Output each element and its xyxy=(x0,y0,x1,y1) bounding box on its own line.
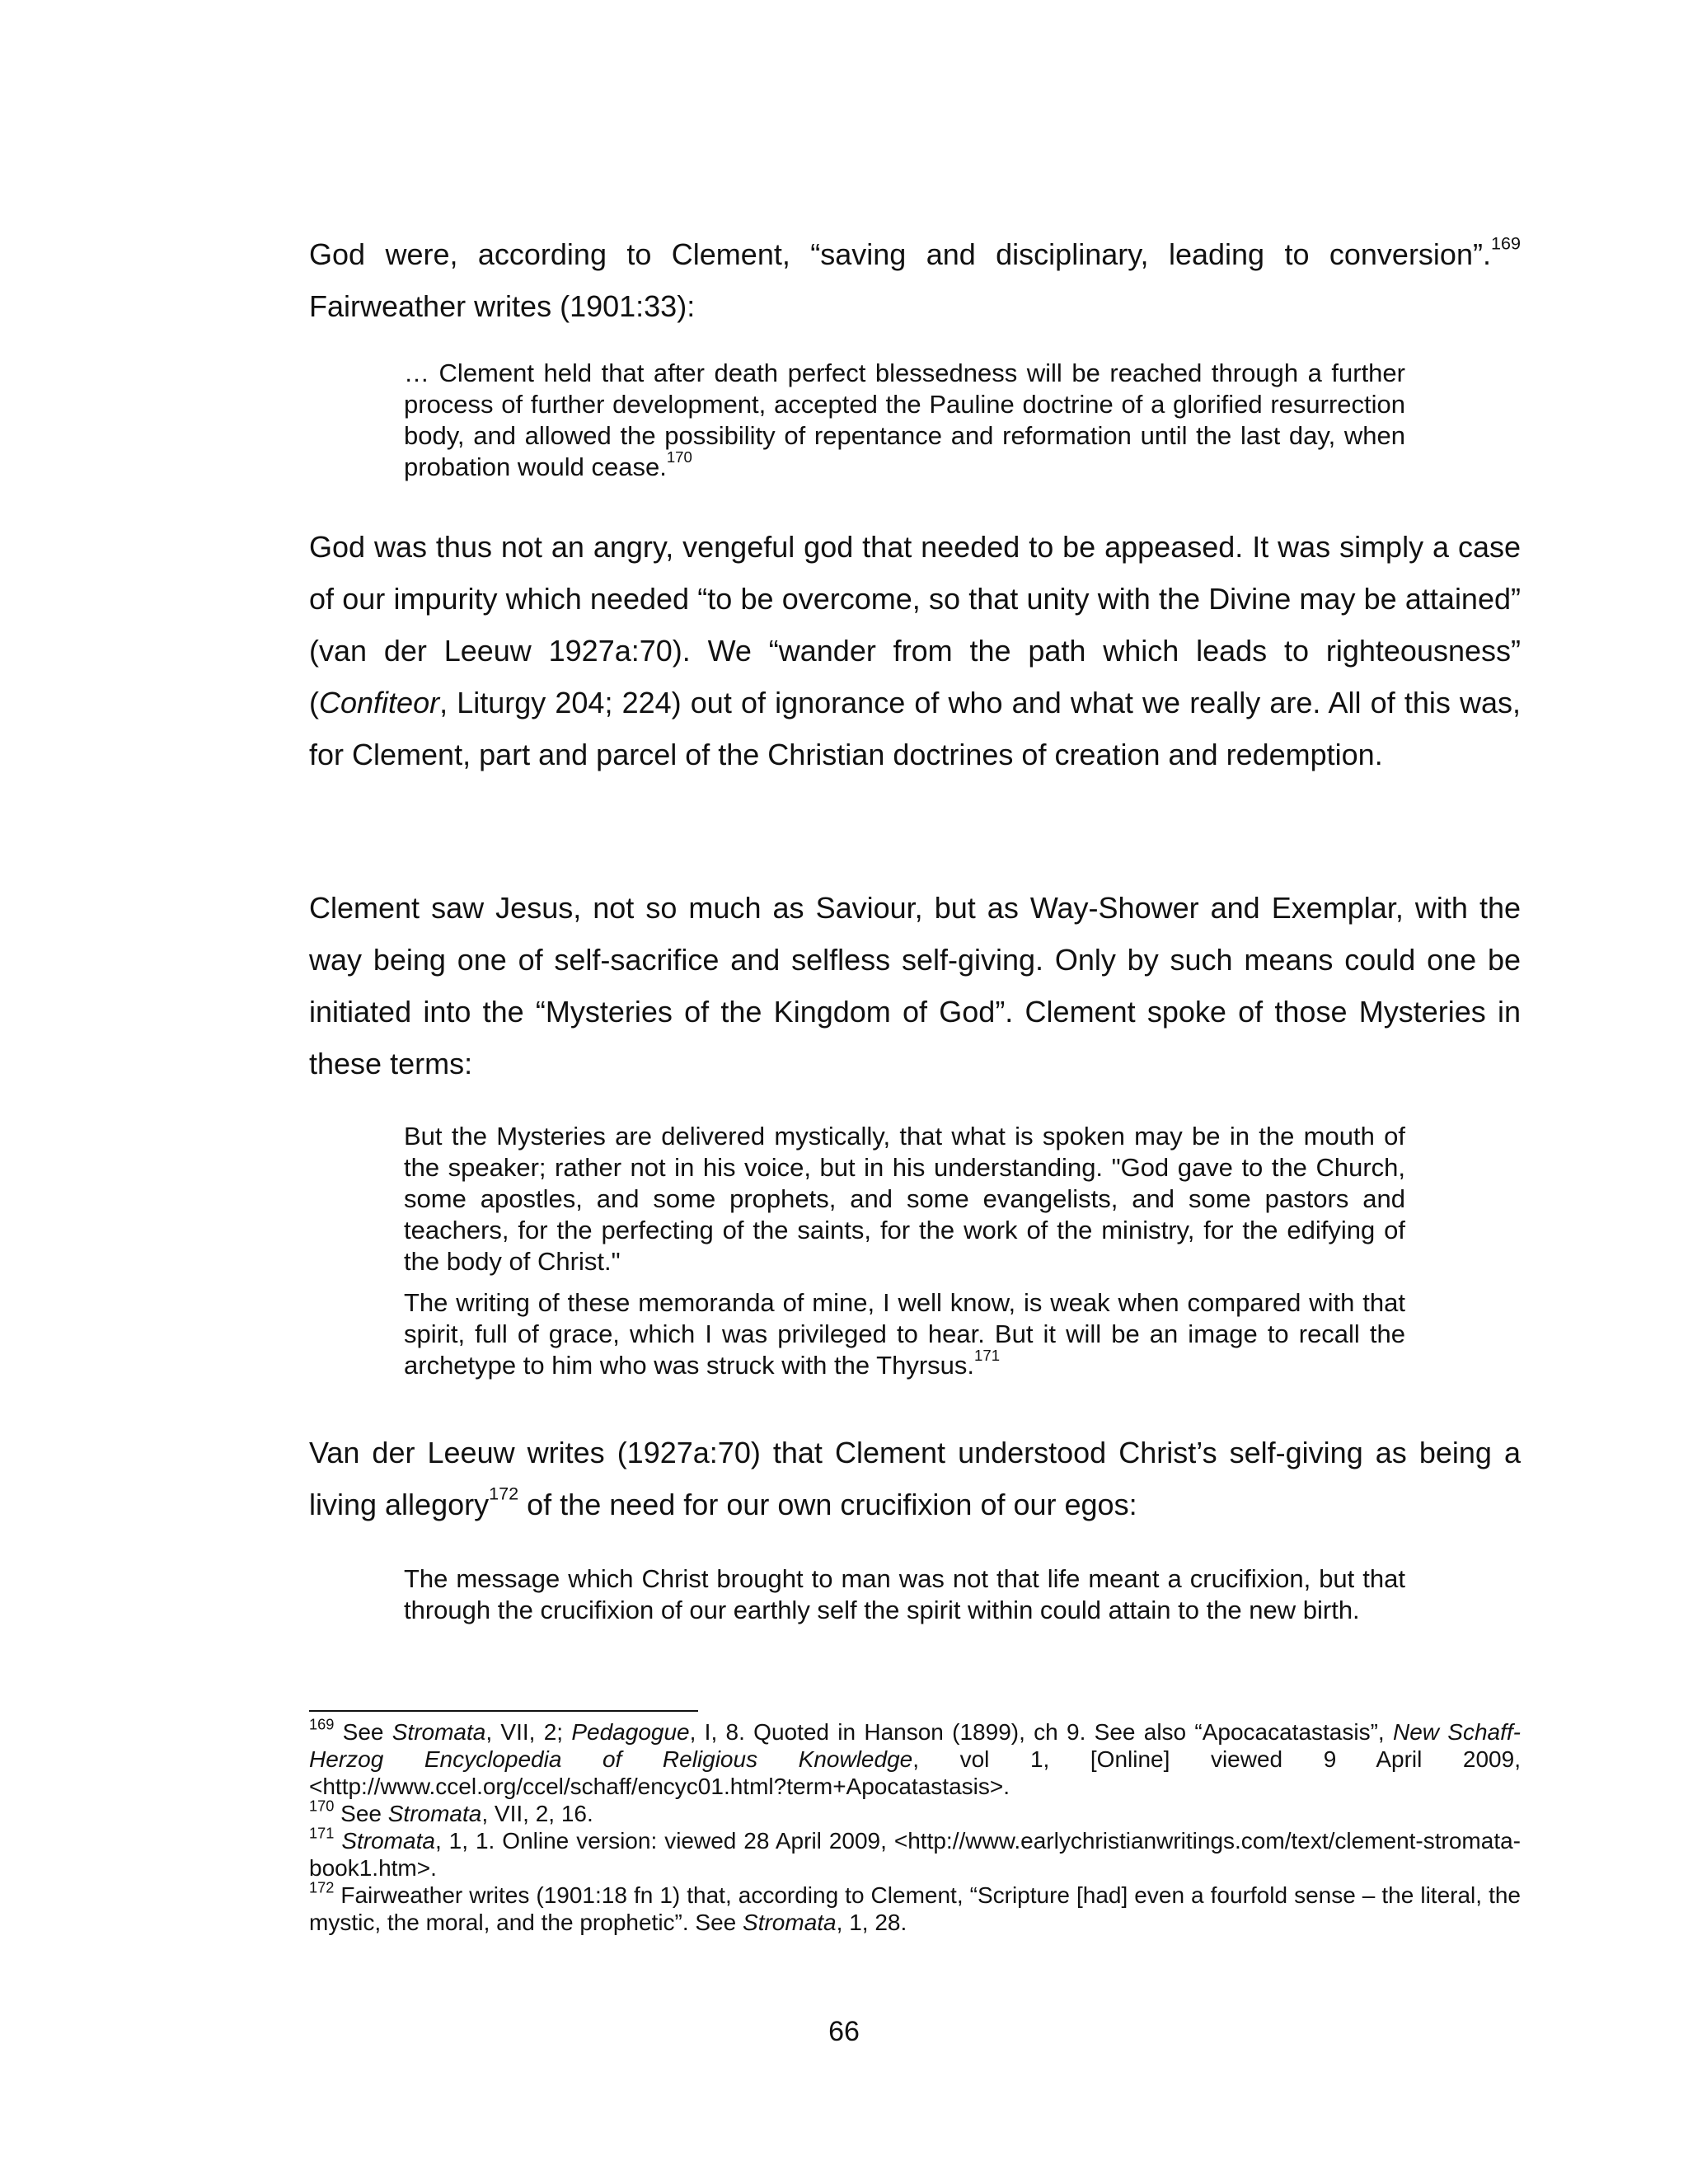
footnote-text: See xyxy=(334,1801,388,1826)
body-paragraph-2 xyxy=(309,521,1521,780)
footnote-text: , VII, 2, 16. xyxy=(481,1801,593,1826)
footnote-italic: Stromata xyxy=(743,1910,837,1935)
footnote-text: , I, 8. Quoted in Hanson (1899), ch 9. See also “Apocacatastasis”, xyxy=(689,1719,1393,1745)
paragraph-text: of the need for our own crucifixion of our egos: xyxy=(518,1488,1137,1521)
quote-text: … Clement held that after death perfect blessedness will be reached through a further process of further development, accepted the Pauline doctrine of a glorified resurrection body, and allowed the possibility of repentance and reformation until the last day, when probation would cease. xyxy=(404,359,1405,481)
footnote-170 xyxy=(309,1797,1521,1827)
block-quote-2 xyxy=(404,1121,1405,1381)
footnote-text: , VII, 2; xyxy=(485,1719,572,1745)
footnote-169 xyxy=(309,1718,1521,1800)
footnote-text: See xyxy=(334,1719,392,1745)
footnote-172 xyxy=(309,1879,1521,1936)
footnote-number: 171 xyxy=(309,1825,335,1842)
quote-paragraph xyxy=(404,1121,1405,1277)
footnote-number: 170 xyxy=(309,1797,335,1815)
footnote-text: , 1, 28. xyxy=(836,1910,907,1935)
quote-text: The writing of these memoranda of mine, I well know, is weak when compared with that spirit, full of grace, which I was privileged to hear. But it will be an image to recall the archetype to him who was struck with the Thyrsus. xyxy=(404,1288,1405,1380)
footnote-171 xyxy=(309,1827,1521,1882)
page-number: 66 xyxy=(828,2016,860,2047)
italic-title: Confiteor xyxy=(319,686,440,719)
footnote-separator xyxy=(309,1710,698,1712)
footnote-italic: New Schaff-Herzog Encyclopedia of Religious Knowledge xyxy=(309,1719,1521,1772)
paragraph-text: Van der Leeuw writes (1927a:70) that Clement understood Christ’s self-giving as being a living allegory xyxy=(309,1436,1521,1521)
paragraph-text: Clement saw Jesus, not so much as Saviour, but as Way-Shower and Exemplar, with the way being one of self-sacrifice and selfless self-giving. Only by such means could one be initiated into the “Mysteries of the Kingdom of God”. Clement spoke of those Mysteries in these terms: xyxy=(309,891,1521,1080)
block-quote-3 xyxy=(404,1563,1405,1626)
body-paragraph-3 xyxy=(309,882,1521,1090)
footnote-reference-172[interactable]: 172 xyxy=(489,1483,519,1504)
footnote-number: 169 xyxy=(309,1716,335,1733)
quote-text: But the Mysteries are delivered mystically, that what is spoken may be in the mouth of the speaker; rather not in his voice, but in his understanding. "God gave to the Church, some apostles, and some prophets, and some evangelists, and some pastors and teachers, for the perfecting of the saints, for the work of the ministry, for the edifying of the body of Christ." xyxy=(404,1122,1405,1276)
footnote-italic: Stromata xyxy=(392,1719,486,1745)
quote-text: The message which Christ brought to man was not that life meant a crucifixion, but that through the crucifixion of our earthly self the spirit within could attain to the new birth. xyxy=(404,1564,1405,1624)
body-paragraph-1 xyxy=(309,228,1521,332)
paragraph-text: God was thus not an angry, vengeful god that needed to be appeased. It was simply a case of our impurity which needed “to be overcome, so that unity with the Divine may be attained” (van der Leeuw 1927a:70). We “wander from the path which leads to righteousness” ( xyxy=(309,530,1521,719)
footnote-reference-171[interactable]: 171 xyxy=(974,1347,1001,1365)
block-quote-1 xyxy=(404,358,1405,483)
footnote-text xyxy=(334,1828,341,1854)
footnotes xyxy=(309,1718,1521,1936)
footnote-number: 172 xyxy=(309,1879,335,1896)
paragraph-text: , Liturgy 204; 224) out of ignorance of who and what we really are. All of this was, for Clement, part and parcel of the Christian doctrines of creation and redemption. xyxy=(309,686,1521,771)
footnote-link-text[interactable]: , vol 1, [Online] viewed 9 April 2009, <http://www.ccel.org/ccel/schaff/encyc01.html?term+Apocatastasis>. xyxy=(309,1746,1521,1799)
paragraph-text: Fairweather writes (1901:33): xyxy=(309,289,696,323)
paragraph-text: God were, according to Clement, “saving and disciplinary, leading to conversion”. xyxy=(309,237,1491,271)
footnote-reference-170[interactable]: 170 xyxy=(666,448,692,466)
footnote-reference-169[interactable]: 169 xyxy=(1490,232,1521,254)
footnote-link-text[interactable]: , 1, 1. Online version: viewed 28 April 2009, <http://www.earlychristianwritings.com/text/clement-stromata-book1.htm>. xyxy=(309,1828,1521,1881)
footnote-italic: Stromata xyxy=(341,1828,435,1854)
footnote-italic: Stromata xyxy=(387,1801,482,1826)
footnote-text: Fairweather writes (1901:18 fn 1) that, according to Clement, “Scripture [had] even a fourfold sense – the literal, the mystic, the moral, and the prophetic”. See xyxy=(309,1882,1521,1935)
quote-paragraph xyxy=(404,1287,1405,1381)
body-paragraph-4 xyxy=(309,1427,1521,1530)
footnote-italic: Pedagogue xyxy=(571,1719,690,1745)
